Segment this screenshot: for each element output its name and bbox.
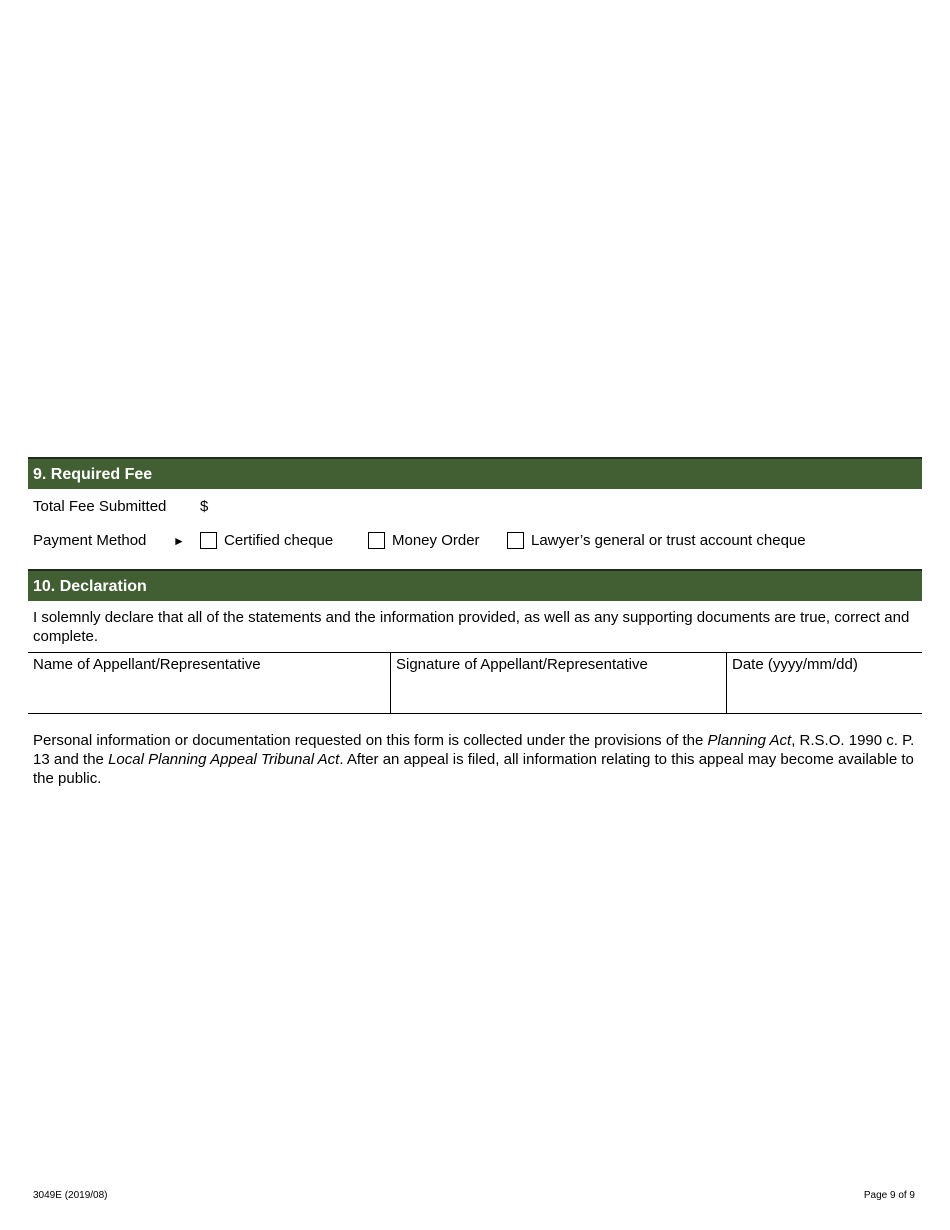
page-number: Page 9 of 9 — [863, 1190, 915, 1201]
section-9-header — [28, 457, 922, 489]
form-code: 3049E (2019/08) — [33, 1190, 108, 1201]
signature-field[interactable] — [390, 653, 726, 713]
privacy-text-2: , R.S.O. 1990 c. P. 13 and the — [33, 732, 915, 768]
total-fee-label: Total Fee Submitted — [33, 498, 167, 515]
declaration-statement: I solemnly declare that all of the statements and the information provided, as well as any supporting documents are true, correct and complete. — [33, 609, 910, 645]
lpat-act-ref: Local Planning Appeal Tribunal Act — [108, 751, 340, 768]
privacy-text-3: . After an appeal is filed, all information relating to this appeal may become available to the public. — [33, 751, 914, 787]
money-order-label: Money Order — [392, 532, 480, 549]
date-field[interactable] — [726, 653, 922, 713]
arrow-right-icon: ► — [173, 534, 185, 548]
certified-cheque-label: Certified cheque — [224, 532, 334, 549]
date-label: Date (yyyy/mm/dd) — [732, 656, 858, 673]
signature-table — [28, 652, 922, 714]
planning-act-ref: Planning Act — [707, 732, 792, 749]
certified-cheque-checkbox[interactable] — [200, 532, 217, 549]
section-10-title: 10. Declaration — [33, 578, 147, 595]
privacy-notice — [33, 731, 917, 788]
payment-method-label: Payment Method — [33, 532, 147, 549]
section-10-header — [28, 569, 922, 601]
currency-symbol: $ — [200, 498, 209, 515]
money-order-checkbox[interactable] — [368, 532, 385, 549]
appellant-name-field[interactable] — [28, 653, 391, 713]
lawyer-cheque-checkbox[interactable] — [507, 532, 524, 549]
lawyer-cheque-label: Lawyer’s general or trust account cheque — [531, 532, 806, 549]
appellant-name-label: Name of Appellant/Representative — [33, 656, 261, 673]
section-9-title: 9. Required Fee — [33, 466, 153, 483]
signature-label: Signature of Appellant/Representative — [396, 656, 648, 673]
privacy-text-1: Personal information or documentation requested on this form is collected under the provisions of the — [33, 732, 708, 749]
